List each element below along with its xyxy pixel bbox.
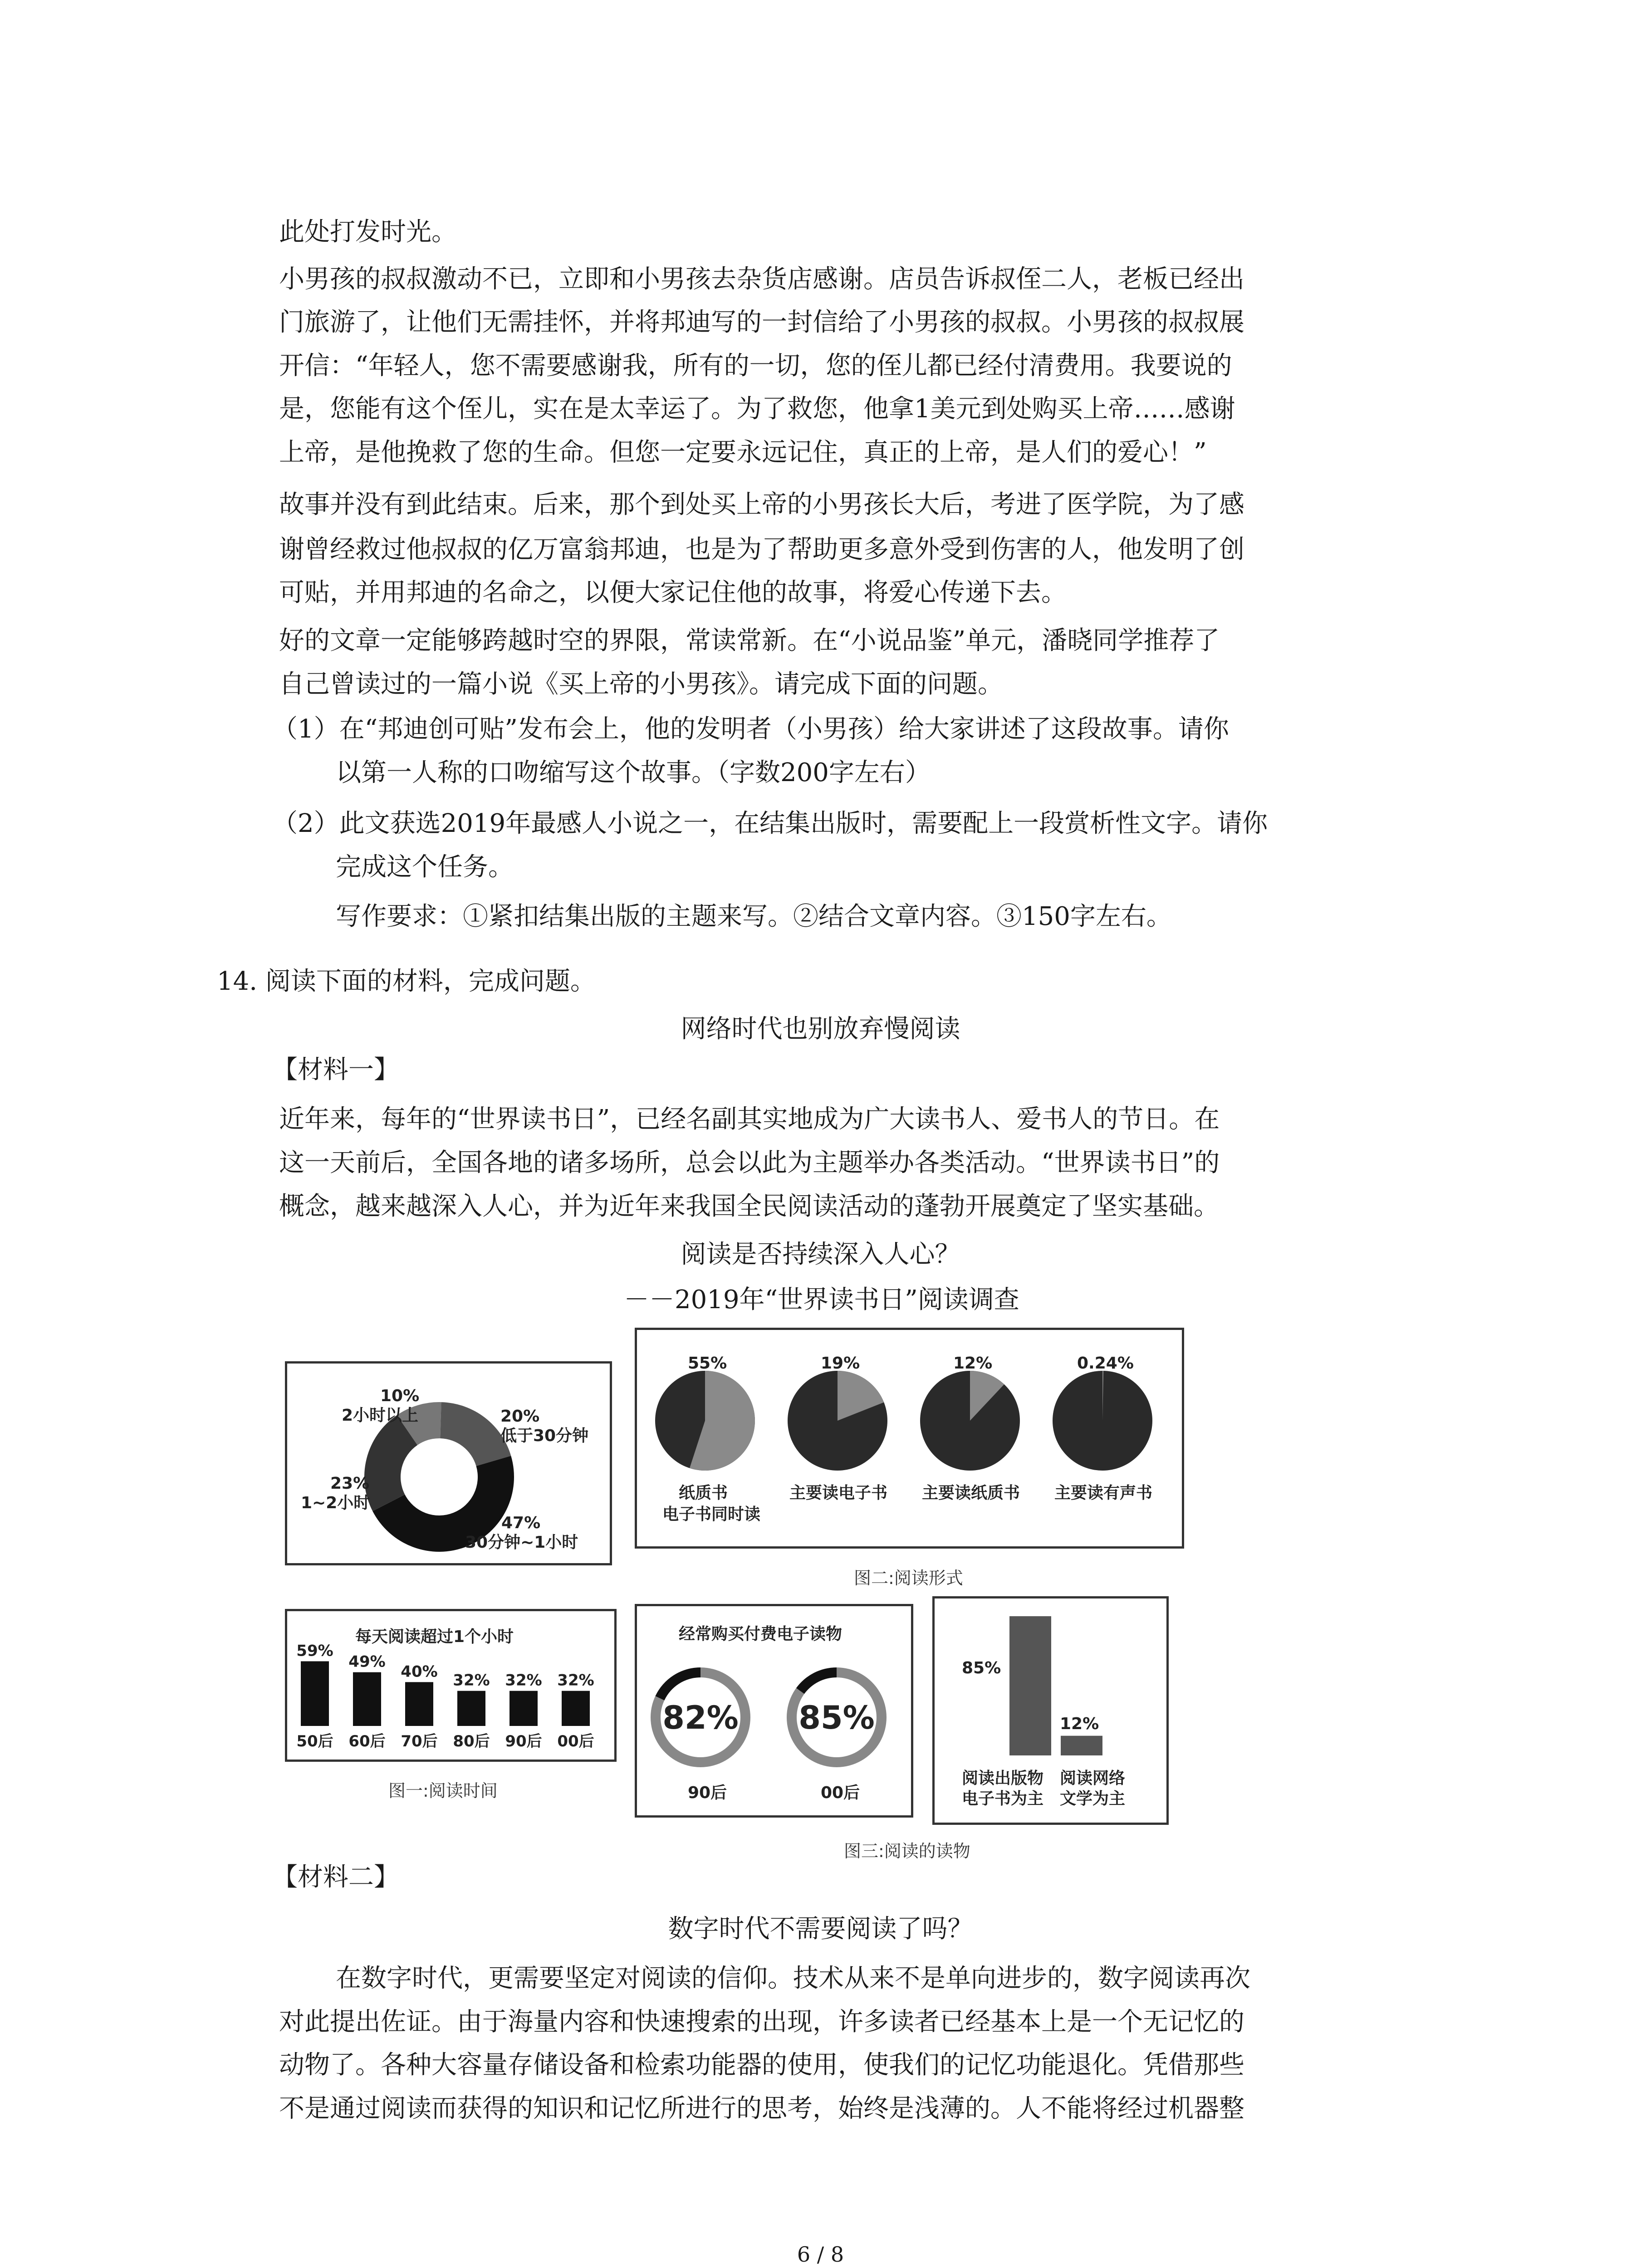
survey-title: 阅读是否持续深入人心？ [681, 1240, 960, 1269]
bar-category-label: 文学为主 [1060, 1789, 1126, 1808]
pie-charts-panel [635, 1328, 1184, 1549]
text-line: 门旅游了，让他们无需挂怀，并将邦迪写的一封信给了小男孩的叔叔。小男孩的叔叔展 [279, 308, 1244, 337]
donut-label-pct: 20% [500, 1407, 540, 1426]
bar-value-label: 32% [505, 1671, 542, 1690]
question-number: 14. 阅读下面的材料，完成问题。 [217, 967, 596, 996]
bar-chart-panel [285, 1609, 617, 1762]
chart-caption: 图三:阅读的读物 [844, 1841, 970, 1861]
bar-value-label: 49% [348, 1652, 386, 1671]
question-item: （2）此文获选2019年最感人小说之一，在结集出版时，需要配上一段赏析性文字。请你 [272, 809, 1268, 838]
material-heading: 【材料一】 [272, 1055, 399, 1085]
bar [1009, 1616, 1051, 1755]
page-number: 6 / 8 [797, 2242, 844, 2267]
donut-label-pct: 23% [330, 1474, 370, 1493]
survey-subtitle: －－2019年“世界读书日”阅读调查 [624, 1285, 1019, 1315]
article-title: 网络时代也别放弃慢阅读 [681, 1014, 960, 1044]
text-line: 概念，越来越深入人心，并为近年来我国全民阅读活动的蓬勃开展奠定了坚实基础。 [279, 1192, 1219, 1221]
bar-chart-2-panel [932, 1596, 1169, 1825]
donut-chart-panel [285, 1361, 612, 1565]
bar-category-label: 电子书为主 [962, 1789, 1044, 1808]
donut-label-name: 30分钟~1小时 [465, 1533, 578, 1552]
ring-charts [637, 1606, 911, 1815]
bar-category-label: 60后 [348, 1732, 386, 1750]
bar-category-label: 90后 [505, 1732, 542, 1750]
text-line: 是，您能有这个侄儿，实在是太幸运了。为了救您，他拿1美元到处购买上帝……感谢 [279, 394, 1235, 424]
text-line: 自己曾读过的一篇小说《买上帝的小男孩》。请完成下面的问题。 [279, 670, 1003, 699]
text-line: 上帝，是他挽救了您的生命。但您一定要永远记住，真正的上帝，是人们的爱心！” [279, 438, 1207, 467]
donut-label-name: 1~2小时 [301, 1494, 370, 1512]
text-line: 近年来，每年的“世界读书日”，已经名副其实地成为广大读书人、爱书人的节日。在 [279, 1105, 1220, 1134]
donut-label-pct: 10% [380, 1387, 420, 1405]
article-title: 数字时代不需要阅读了吗？ [668, 1914, 973, 1944]
pie-value-label: 19% [821, 1354, 860, 1373]
text-line: 动物了。各种大容量存储设备和检索功能器的使用，使我们的记忆功能退化。凭借那些 [279, 2050, 1244, 2080]
text-line: 可贴，并用邦迪的名命之，以便大家记住他的故事，将爱心传递下去。 [279, 578, 1067, 607]
chart-caption: 图二:阅读形式 [854, 1568, 963, 1588]
ring-remainder [655, 1667, 700, 1701]
bar-value-label: 40% [401, 1662, 438, 1681]
bar [457, 1691, 485, 1726]
bar-value-label: 32% [557, 1671, 594, 1690]
bar [301, 1661, 329, 1726]
bar-category-label: 80后 [453, 1732, 490, 1750]
ring-category-label: 00后 [821, 1784, 860, 1802]
text-line: 在数字时代，更需要坚定对阅读的信仰。技术从来不是单向进步的，数字阅读再次 [336, 1964, 1250, 1993]
text-line: 完成这个任务。 [336, 852, 514, 882]
ring-value-label: 85% [798, 1699, 875, 1736]
bar-value-label: 85% [962, 1659, 1001, 1677]
donut-label-name: 低于30分钟 [500, 1427, 589, 1445]
text-line: 对此提出佐证。由于海量内容和快速搜索的出现，许多读者已经基本上是一个无记忆的 [279, 2007, 1244, 2037]
ring-category-label: 90后 [688, 1784, 727, 1802]
material-heading: 【材料二】 [272, 1862, 399, 1892]
chart-caption: 图一:阅读时间 [388, 1781, 498, 1801]
bar-category-label: 00后 [557, 1732, 594, 1750]
text-line: 这一天前后，全国各地的诸多场所，总会以此为主题举办各类活动。“世界读书日”的 [279, 1148, 1220, 1178]
ring-remainder [796, 1667, 837, 1694]
bar-value-label: 59% [296, 1642, 333, 1660]
donut-label-pct: 47% [501, 1514, 541, 1532]
text-line: 不是通过阅读而获得的知识和记忆所进行的思考，始终是浅薄的。人不能将经过机器整 [279, 2094, 1244, 2123]
pie-value-label: 55% [688, 1354, 727, 1373]
bar-category-label: 50后 [296, 1732, 333, 1750]
text-line: 以第一人称的口吻缩写这个故事。（字数200字左右） [336, 758, 931, 787]
bar-value-label: 32% [453, 1671, 490, 1690]
text-line: 小男孩的叔叔激动不已，立即和小男孩去杂货店感谢。店员告诉叔侄二人，老板已经出 [279, 264, 1244, 294]
pie-category-label: 主要读电子书 [789, 1484, 888, 1502]
text-line: 此处打发时光。 [279, 217, 457, 247]
text-line: 开信：“年轻人，您不需要感谢我，所有的一切，您的侄儿都已经付清费用。我要说的 [279, 351, 1232, 381]
pie-category-label: 纸质书 [679, 1484, 728, 1502]
bar-category-label: 阅读出版物 [962, 1769, 1044, 1788]
bar-chart [287, 1611, 614, 1760]
bar-category-label: 70后 [401, 1732, 438, 1750]
bar [353, 1672, 381, 1726]
bar-category-label: 阅读网络 [1060, 1769, 1126, 1788]
pie-category-label: 主要读有声书 [1054, 1484, 1153, 1502]
bar [405, 1682, 433, 1726]
ring-value-label: 82% [662, 1699, 739, 1736]
text-line: 谢曾经救过他叔叔的亿万富翁邦迪，也是为了帮助更多意外受到伤害的人，他发明了创 [279, 535, 1244, 564]
pie-value-label: 12% [953, 1354, 993, 1373]
ring-chart-panel [635, 1604, 913, 1818]
bar-value-label: 12% [1060, 1715, 1099, 1733]
bar [509, 1691, 538, 1726]
pie-category-label: 电子书同时读 [662, 1505, 761, 1524]
donut-label-name: 2小时以上 [342, 1406, 419, 1425]
text-line: 故事并没有到此结束。后来，那个到处买上帝的小男孩长大后，考进了医学院，为了感 [279, 490, 1244, 519]
bar [1061, 1736, 1102, 1755]
bar-chart-title: 每天阅读超过1个小时 [355, 1628, 514, 1646]
pie-value-label: 0.24% [1077, 1354, 1134, 1373]
text-line: 好的文章一定能够跨越时空的界限，常读常新。在“小说品鉴”单元，潘晓同学推荐了 [279, 626, 1220, 655]
writing-requirement: 写作要求：①紧扣结集出版的主题来写。②结合文章内容。③150字左右。 [336, 902, 1172, 931]
pie-category-label: 主要读纸质书 [922, 1484, 1020, 1502]
ring-chart-title: 经常购买付费电子读物 [679, 1625, 843, 1643]
bar [562, 1691, 590, 1726]
question-item: （1）在“邦迪创可贴”发布会上，他的发明者（小男孩）给大家讲述了这段故事。请你 [272, 714, 1229, 744]
